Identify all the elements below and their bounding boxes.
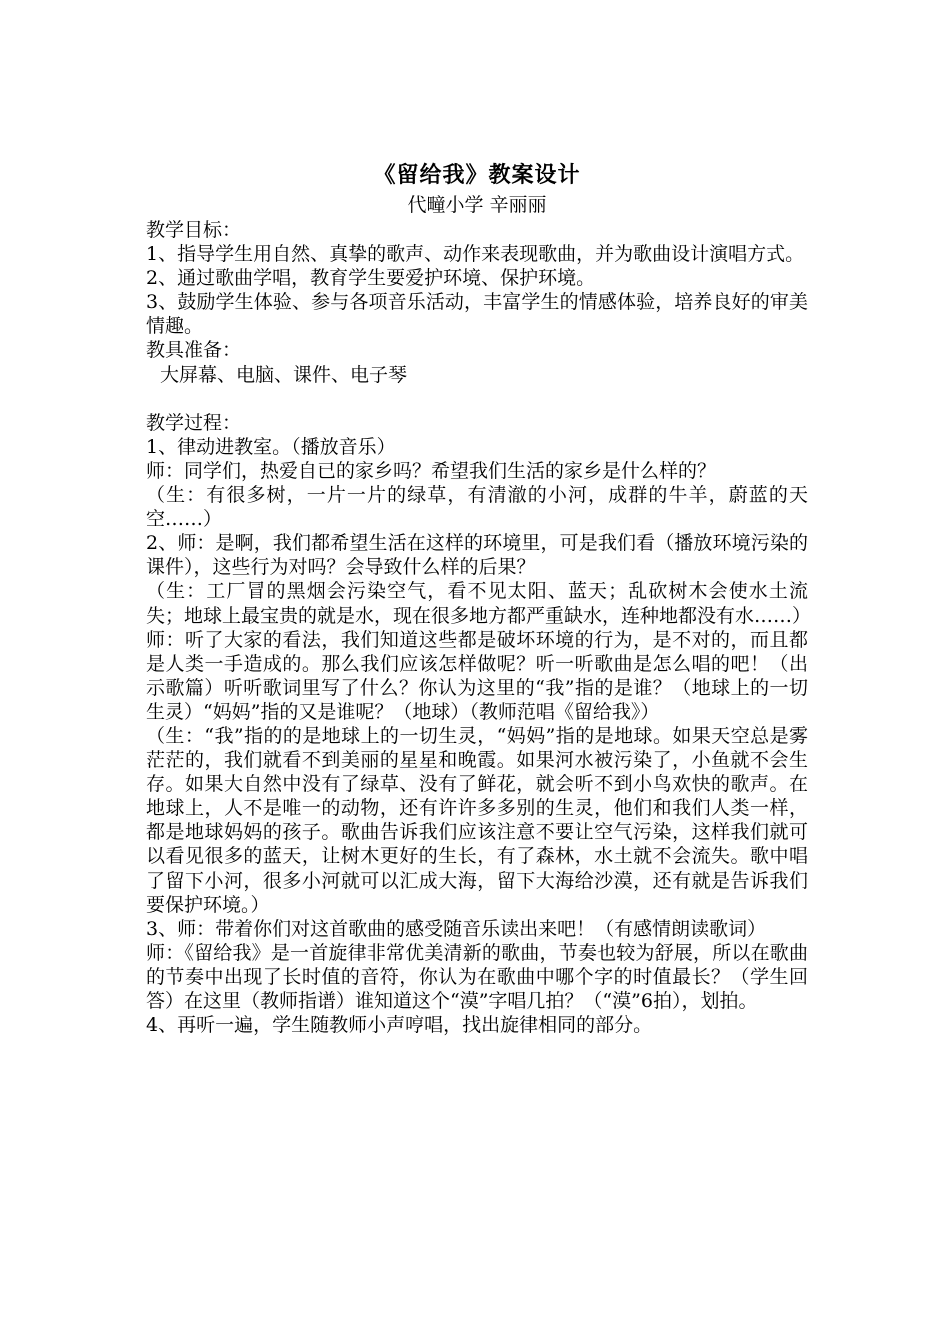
document-title: 《留给我》教案设计 — [373, 162, 581, 188]
process-heading: 教学过程： — [146, 411, 242, 434]
process-step-1: 1、律动进教室。（播放音乐） — [146, 435, 396, 458]
process-step-2: 2、师：是啊，我们都希望生活在这样的环境里，可是我们看（播放环境污染的课件），这些行为对吗？会导致什么样的后果？ — [146, 532, 808, 579]
goal-item-2: 2、通过歌曲学唱，教育学生要爱护环境、保护环境。 — [146, 267, 596, 290]
process-step-3: 3、师：带着你们对这首歌曲的感受随音乐读出来吧！（有感情朗读歌词） — [146, 917, 767, 940]
goals-heading: 教学目标： — [146, 219, 242, 241]
process-paragraph: （生：工厂冒的黑烟会污染空气，看不见太阳、蓝天；乱砍树木会使水土流失；地球上最宝贵的就是水，现在很多地方都严重缺水，连种地都没有水……） — [146, 580, 812, 627]
goal-item-1: 1、指导学生用自然、真挚的歌声、动作来表现歌曲，并为歌曲设计演唱方式。 — [146, 243, 805, 266]
process-paragraph: 师：《留给我》是一首旋律非常优美清新的歌曲，节奏也较为舒展，所以在歌曲的节奏中出现了长时值的音符，你认为在歌曲中哪个字的时值最长？（学生回答）在这里（教师指谱）谁知道这个“漠”字唱几拍？（“漠”6拍），划拍。 — [146, 941, 808, 1012]
process-paragraph: （生：“我”指的的是地球上的一切生灵，“妈妈”指的是地球。如果天空总是雾茫茫的，我们就看不到美丽的星星和晚霞。如果河水被污染了，小鱼就不会生存。如果大自然中没有了绿草、没有了鲜花，就会听不到小鸟欢快的歌声。在地球上，人不是唯一的动物，还有许许多多别的生灵，他们和我们人类一样，都是地球妈妈的孩子。歌曲告诉我们应该注意不要让空气污染，这样我们就可以看见很多的蓝天，让树木更好的生长，有了森林，水土就不会流失。歌中唱了留下小河，很多小河就可以汇成大海，留下大海给沙漠，还有就是告诉我们要保护环境。） — [146, 724, 808, 916]
author-line: 代疃小学 辛丽丽 — [407, 194, 547, 216]
tools-heading: 教具准备： — [146, 339, 242, 362]
goal-item-3: 3、鼓励学生体验、参与各项音乐活动，丰富学生的情感体验，培养良好的审美情趣。 — [146, 291, 808, 338]
blank-line — [146, 387, 808, 411]
process-paragraph: 师：同学们，热爱自已的家乡吗？希望我们生活的家乡是什么样的？ — [146, 459, 717, 482]
document-page — [146, 160, 812, 1037]
tools-list: 大屏幕、电脑、课件、电子琴 — [160, 363, 408, 386]
process-paragraph: （生：有很多树，一片一片的绿草，有清澈的小河，成群的牛羊，蔚蓝的天空……） — [146, 484, 808, 531]
process-step-4: 4、再听一遍，学生随教师小声哼唱，找出旋律相同的部分。 — [146, 1014, 653, 1037]
process-paragraph: 师：听了大家的看法，我们知道这些都是破坏环境的行为，是不对的，而且都是人类一手造成的。那么我们应该怎样做呢？听一听歌曲是怎么唱的吧！（出示歌篇）听听歌词里写了什么？你认为这里的“我”指的是谁？（地球上的一切生灵）“妈妈”指的又是谁呢？（地球）（教师范唱《留给我》） — [146, 628, 808, 723]
